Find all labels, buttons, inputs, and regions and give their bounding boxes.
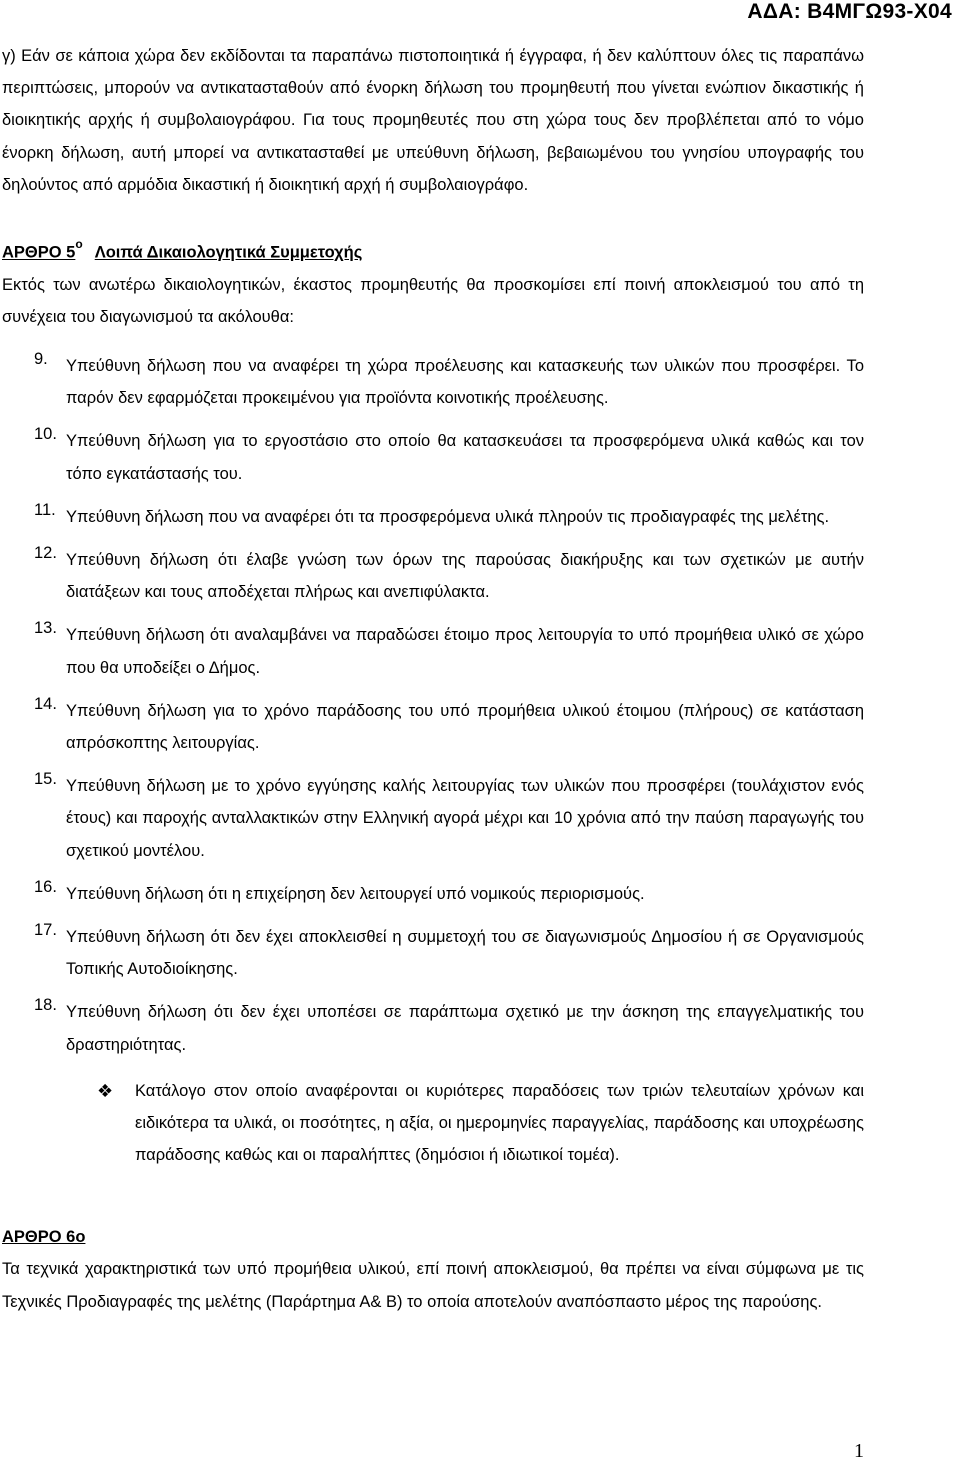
article5-intro: Εκτός των ανωτέρω δικαιολογητικών, έκαστος προμηθευτής θα προσκομίσει επί ποινή αποκλεισμού του από τη συνέχεια του διαγωνισμού τα ακόλουθα: xyxy=(2,275,864,326)
list-item xyxy=(2,695,864,759)
list-item xyxy=(2,501,864,533)
list-item xyxy=(2,425,864,489)
requirements-list xyxy=(2,350,864,1061)
list-item xyxy=(2,921,864,985)
article6-title: ΑΡΘΡΟ 6ο xyxy=(2,1228,86,1247)
item-text: Υπεύθυνη δήλωση που να αναφέρει τη χώρα προέλευσης και κατασκευής των υλικών που προσφέρει. Το παρόν δεν εφαρμόζεται προκειμένου για προϊόντα κοινοτικής προέλευσης. xyxy=(66,356,864,408)
item-text: Υπεύθυνη δήλωση ότι δεν έχει υποπέσει σε παράπτωμα σχετικό με την άσκηση της επαγγελματικής του δραστηριότητας. xyxy=(66,1003,864,1054)
article5-superscript: ο xyxy=(75,237,83,252)
item-text: Υπεύθυνη δήλωση για το εργοστάσιο στο οποίο θα κατασκευάσει τα προσφερόμενα υλικά καθώς και τον τόπο εγκατάστασής του. xyxy=(66,432,864,483)
item-number: 15. xyxy=(34,770,57,789)
spacer xyxy=(2,333,864,350)
article6-section xyxy=(2,1221,864,1317)
diamond-bullet-icon: ❖ xyxy=(97,1080,114,1101)
article6-text: Τα τεχνικά χαρακτηριστικά των υπό προμήθεια υλικού, επί ποινή αποκλεισμού, θα πρέπει να είναι σύμφωνα με τις Τεχνικές Προδιαγραφές της μελέτης (Παράρτημα Α& Β) το οποία αποτελούν αναπόσπαστο μέρος της παρούσης. xyxy=(2,1260,864,1311)
item-number: 11. xyxy=(34,500,56,519)
item-text: Υπεύθυνη δήλωση για το χρόνο παράδοσης του υπό προμήθεια υλικού έτοιμου (πλήρους) σε κατάσταση απρόσκοπτης λειτουργίας. xyxy=(66,701,864,752)
ada-identifier: ΑΔΑ: Β4ΜΓΩ93-Χ04 xyxy=(747,0,952,23)
item-text: Υπεύθυνη δήλωση ότι η επιχείρηση δεν λειτουργεί υπό νομικούς περιορισμούς. xyxy=(66,884,645,903)
list-item xyxy=(2,878,864,910)
item-number: 9. xyxy=(34,349,48,368)
list-item xyxy=(2,350,864,414)
spacer xyxy=(2,201,864,231)
bullet-text: Κατάλογο στον οποίο αναφέρονται οι κυριότερες παραδόσεις των τριών τελευταίων χρόνων και ειδικότερα τα υλικά, οι ποσότητες, η αξία, οι ημερομηνίες παραγγελίας, παράδοσης και υποχρέωσης παράδοσης καθώς και οι παραλήπτες (δημόσιοι ή ιδιωτικοί τομέα). xyxy=(135,1081,864,1165)
item-number: 17. xyxy=(34,920,57,939)
item-number: 18. xyxy=(34,996,57,1015)
item-number: 14. xyxy=(34,694,57,713)
article5-title: Λοιπά Δικαιολογητικά Συμμετοχής xyxy=(94,243,363,262)
item-text: Υπεύθυνη δήλωση ότι δεν έχει αποκλεισθεί η συμμετοχή του σε διαγωνισμούς Δημοσίου ή σε Οργανισμούς Τοπικής Αυτοδιοίκησης. xyxy=(66,927,864,979)
document-body xyxy=(2,40,864,1318)
article6-heading xyxy=(2,1221,864,1253)
list-item xyxy=(2,996,864,1060)
item-text: Υπεύθυνη δήλωση ότι αναλαμβάνει να παραδώσει έτοιμο προς λειτουργία το υπό προμήθεια υλικό σε χώρο που θα υποδείξει ο Δήμος. xyxy=(66,626,864,677)
item-text: Υπεύθυνη δήλωση ότι έλαβε γνώση των όρων της παρούσας διακήρυξης και των σχετικών με αυτήν διατάξεων και τους αποδέχεται πλήρως και ανεπιφύλακτα. xyxy=(66,550,864,602)
item-number: 16. xyxy=(34,877,57,896)
list-item xyxy=(2,770,864,867)
page-number: 1 xyxy=(854,1440,864,1462)
item-number: 10. xyxy=(34,425,57,444)
article5-label: ΑΡΘΡΟ 5 xyxy=(2,243,76,262)
intro-paragraph: γ) Εάν σε κάποια χώρα δεν εκδίδονται τα παραπάνω πιστοποιητικά ή έγγραφα, ή δεν καλύπτουν όλες τις παραπάνω περιπτώσεις, μπορούν να αντικατασταθούν από ένορκη δήλωση του προμηθευτή που γίνεται ενώπιον δικαστικής ή διοικητικής αρχής ή συμβολαιογράφου. Για τους προμηθευτές που στη χώρα τους δεν προβλέπεται από το νόμο ένορκη δήλωση, αυτή μπορεί να αντικατασταθεί με υπεύθυνη δήλωση, βεβαιωμένου του γνησίου υπογραφής του δηλούντος από αρμόδια δικαστική ή διοικητική αρχή ή συμβολαιογράφο. xyxy=(2,47,864,194)
item-text: Υπεύθυνη δήλωση με το χρόνο εγγύησης καλής λειτουργίας των υλικών που προσφέρει (τουλάχιστον ενός έτους) και παροχής ανταλλακτικών στην Ελληνική αγορά μέχρι και 10 χρόνια από την παύση παραγωγής του σχετικού μοντέλου. xyxy=(66,777,864,860)
item-number: 12. xyxy=(34,543,57,562)
list-item xyxy=(2,619,864,683)
article5-heading xyxy=(2,231,864,269)
item-text: Υπεύθυνη δήλωση που να αναφέρει ότι τα προσφερόμενα υλικά πληρούν τις προδιαγραφές της μελέτης. xyxy=(66,507,830,526)
item-number: 13. xyxy=(34,619,57,638)
list-item xyxy=(2,544,864,608)
bullet-item xyxy=(2,1075,864,1172)
